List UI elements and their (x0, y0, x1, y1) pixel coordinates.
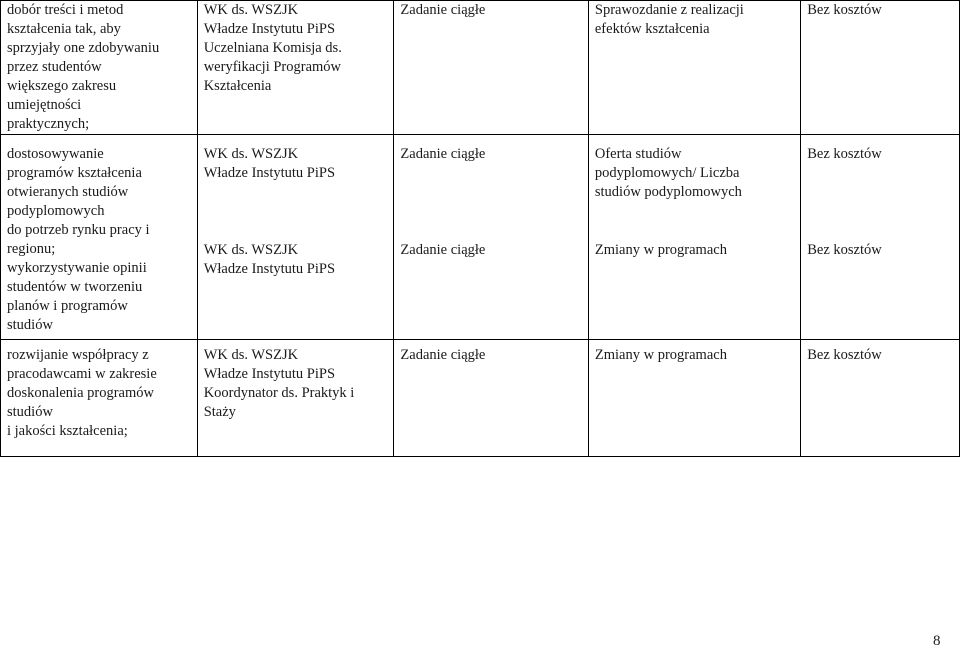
responsible-cell (197, 1, 394, 135)
table-row (1, 340, 960, 457)
text-line: weryfikacji Programów (203, 59, 342, 75)
text-line: kształcenia tak, aby (7, 21, 121, 37)
text-line: Sprawozdanie z realizacji (594, 2, 744, 18)
page-number: 8 (933, 633, 941, 649)
indicator-cell (588, 135, 800, 241)
text-line: WK ds. WSZJK (203, 241, 299, 258)
indicator-cell (588, 1, 800, 135)
text-line: podyplomowych (7, 203, 105, 219)
table-row (1, 135, 960, 241)
text-line: planów i programów (7, 298, 128, 314)
text-line: Koordynator ds. Praktyk i (203, 385, 355, 401)
text-line: i jakości kształcenia; (7, 423, 128, 439)
text-line: sprzyjały one zdobywaniu (7, 40, 160, 56)
cost-cell (801, 241, 960, 340)
text-line: dostosowywanie (7, 146, 104, 162)
text-line: studiów (7, 317, 53, 333)
text-line: Władze Instytutu PiPS (203, 366, 336, 382)
cost-cell (801, 340, 960, 457)
text-line: Bez kosztów (807, 241, 882, 258)
indicator-cell (588, 241, 800, 340)
deadline-cell (394, 135, 588, 241)
text-line: doskonalenia programów (7, 385, 154, 401)
text-line: do potrzeb rynku pracy i (7, 222, 150, 238)
cost-cell (801, 1, 960, 135)
table-row (1, 1, 960, 135)
text-line: Zadanie ciągłe (400, 2, 486, 18)
goal-cell (1, 340, 198, 457)
text-line: przez studentów (7, 59, 102, 75)
text-line: większego zakresu (7, 78, 117, 94)
responsible-cell (197, 340, 394, 457)
text-line: studiów (7, 404, 53, 420)
goal-cell (1, 1, 198, 135)
goal-cell (1, 135, 198, 340)
deadline-cell (394, 1, 588, 135)
text-line: Zmiany w programach (594, 241, 727, 258)
text-line: studentów w tworzeniu (7, 279, 143, 295)
deadline-cell (394, 241, 588, 340)
text-line: Zmiany w programach (594, 347, 727, 363)
text-line: WK ds. WSZJK (203, 2, 299, 18)
text-line: Bez kosztów (807, 347, 882, 363)
text-line: Uczelniana Komisja ds. (203, 40, 342, 56)
text-line: Zadanie ciągłe (400, 347, 486, 363)
text-line: Władze Instytutu PiPS (203, 21, 336, 37)
responsible-cell (197, 135, 394, 241)
text-line: rozwijanie współpracy z (7, 347, 149, 363)
responsible-cell (197, 241, 394, 340)
text-line: Władze Instytutu PiPS (203, 165, 336, 181)
text-line: Staży (203, 404, 236, 420)
text-line: umiejętności (7, 97, 82, 113)
text-line: Oferta studiów (594, 146, 682, 162)
text-line: studiów podyplomowych (594, 184, 742, 200)
text-line: pracodawcami w zakresie (7, 366, 157, 382)
cost-cell (801, 135, 960, 241)
text-line: Kształcenia (203, 78, 272, 94)
text-line: Zadanie ciągłe (400, 146, 486, 162)
text-line: otwieranych studiów (7, 184, 129, 200)
text-line: Bez kosztów (807, 146, 882, 162)
text-line: efektów kształcenia (594, 21, 710, 37)
text-line: Zadanie ciągłe (400, 241, 486, 258)
text-line: Bez kosztów (807, 2, 882, 18)
text-line: dobór treści i metod (7, 2, 124, 18)
text-line: praktycznych; (7, 116, 90, 132)
text-line: Władze Instytutu PiPS (203, 260, 336, 277)
text-line: WK ds. WSZJK (203, 146, 299, 162)
text-line: regionu; (7, 241, 56, 257)
deadline-cell (394, 340, 588, 457)
text-line: podyplomowych/ Liczba (594, 165, 740, 181)
text-line: WK ds. WSZJK (203, 347, 299, 363)
text-line: programów kształcenia (7, 165, 142, 181)
indicator-cell (588, 340, 800, 457)
text-line: wykorzystywanie opinii (7, 260, 147, 276)
